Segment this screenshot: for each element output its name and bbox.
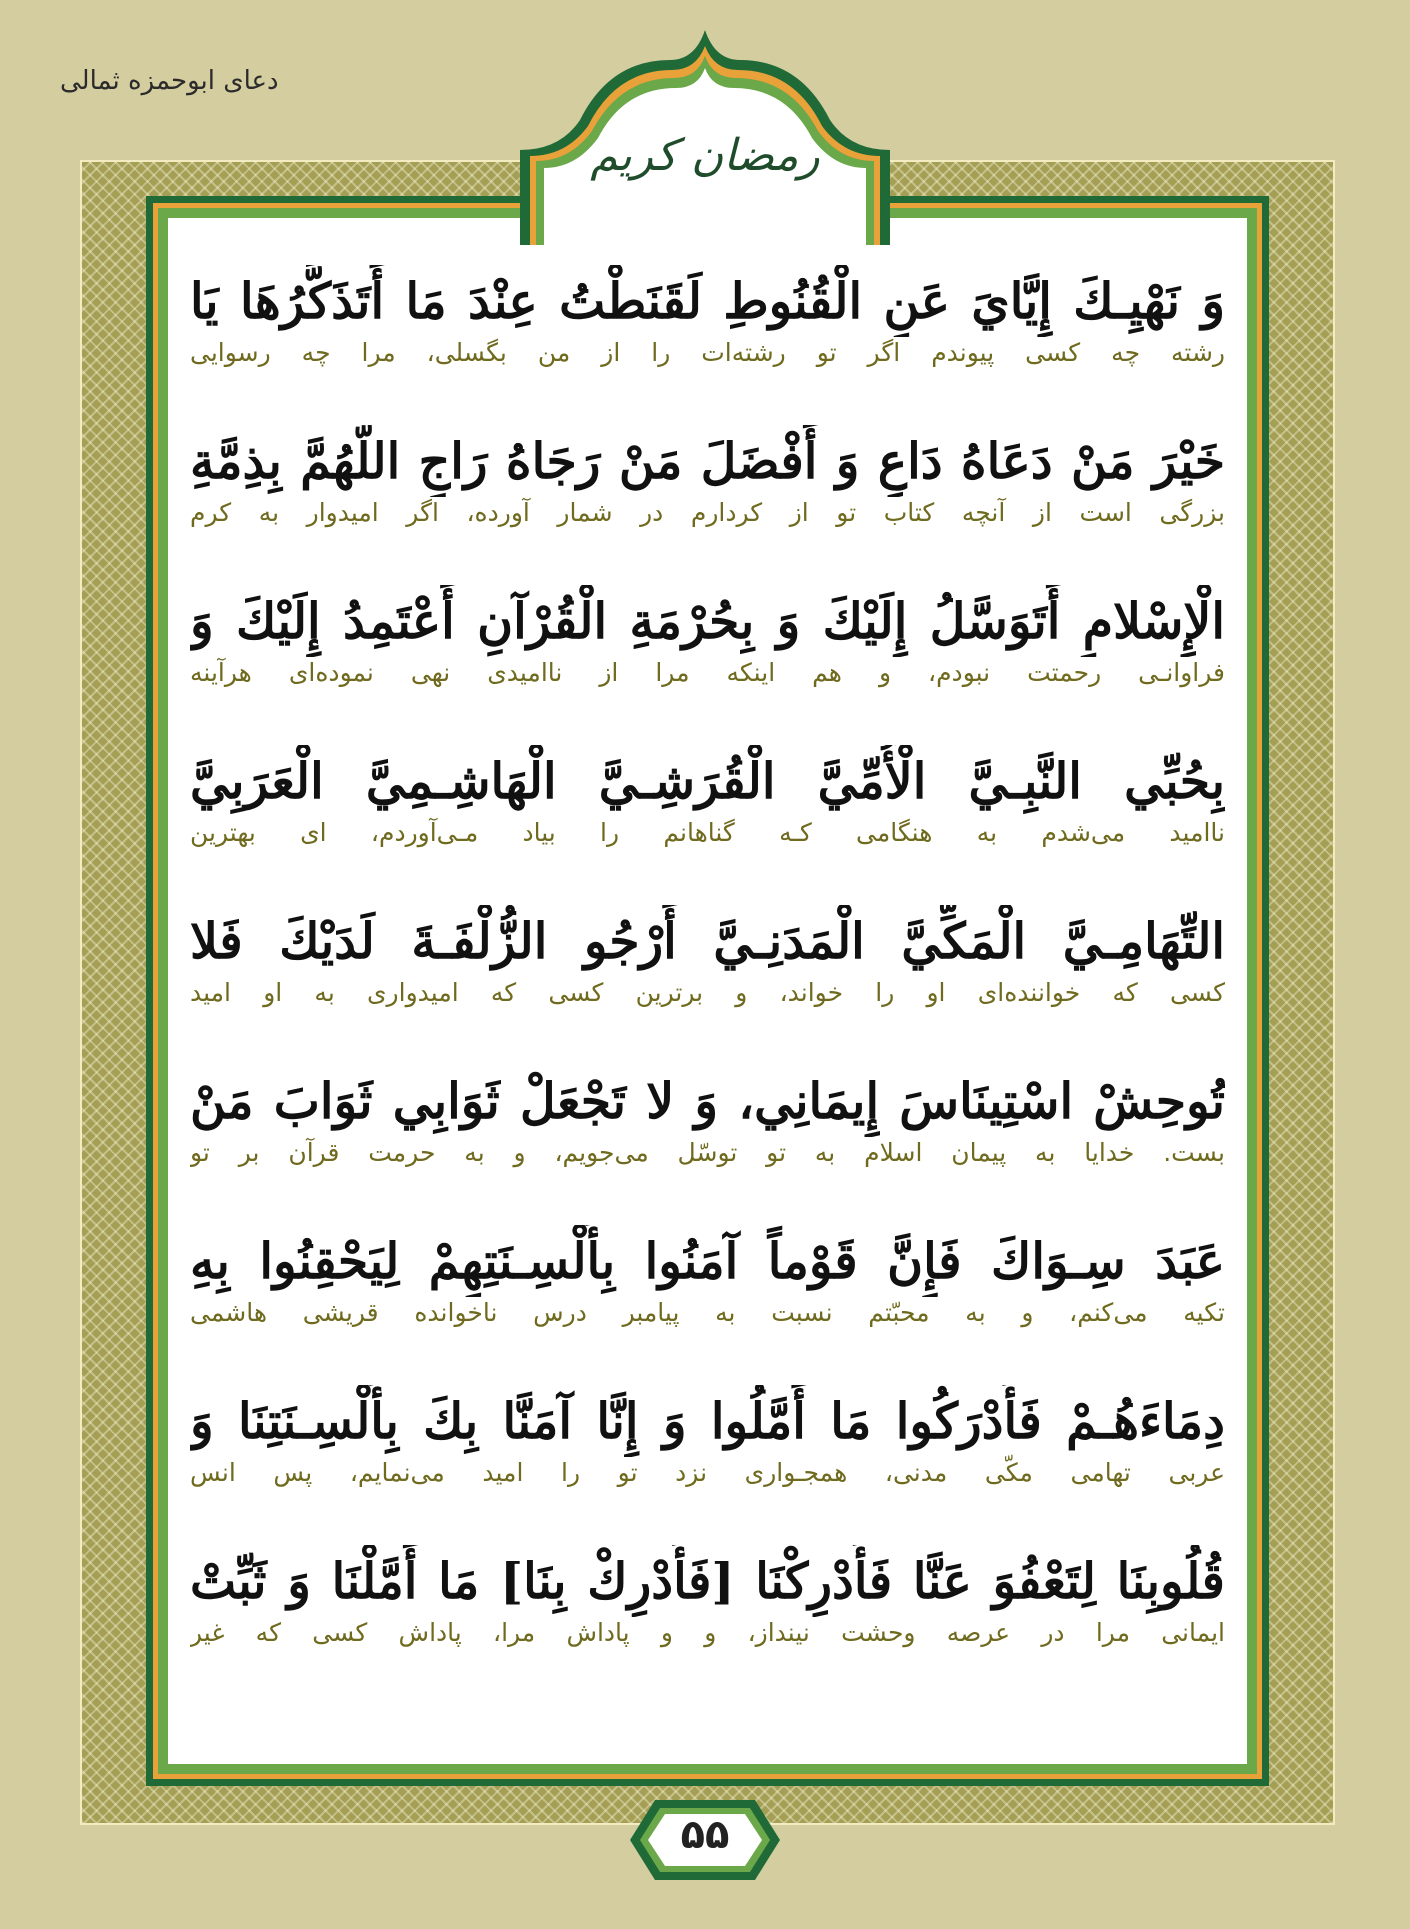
verse-line — [190, 1545, 1225, 1705]
arabic-text: بِحُبِّي النَّبِـيَّ الْأُمِّيَّ الْقُرَشِـيَّ الْهَاشِـمِيَّ الْعَرَبِيَّ — [190, 752, 1225, 810]
arabic-text: قُلُوبِنَا لِتَعْفُوَ عَنَّا فَأَدْرِكْنَا [فَأَدْرِكْ بِنَا] مَا أَمَّلْنَا وَ ثَبِّتْ — [190, 1552, 1225, 1610]
arabic-text: تُوحِشْ اسْتِينَاسَ إِيمَانِي، وَ لا تَجْعَلْ ثَوَابِي ثَوَابَ مَنْ — [190, 1072, 1225, 1130]
ramadan-kareem-calligraphy: رمضان کریم — [590, 130, 820, 181]
verse-line — [190, 265, 1225, 425]
verse-line — [190, 1385, 1225, 1545]
verse-line — [190, 425, 1225, 585]
arabic-text: الْإِسْلامِ أَتَوَسَّلُ إِلَيْكَ وَ بِحُرْمَةِ الْقُرْآنِ أَعْتَمِدُ إِلَيْكَ وَ — [190, 592, 1225, 650]
persian-translation: عربی تهامی مکّی مدنی، همجـواری نزد تو را امید می‌نمایم، پس انس — [190, 1458, 1225, 1487]
persian-translation: ناامید می‌شدم به هنگامی کـه گناهانم را بیاد مـی‌آوردم، ای بهترین — [190, 818, 1225, 847]
arabic-text: التِّهَامِـيَّ الْمَكِّيَّ الْمَدَنِـيَّ أَرْجُو الزُّلْفَـةَ لَدَيْكَ فَلا — [190, 912, 1225, 970]
arabic-text: عَبَدَ سِـوَاكَ فَإِنَّ قَوْماً آمَنُوا بِأَلْسِـنَتِهِمْ لِيَحْقِنُوا بِهِ — [190, 1232, 1225, 1290]
persian-translation: فراوانـی رحمتت نبودم، و هم اینکه مرا از ناامیدی نهی نموده‌ای هرآینه — [190, 658, 1225, 687]
page-number: ۵۵ — [680, 1812, 730, 1858]
persian-translation: ایمانی مرا در عرصه وحشت نینداز، و و پاداش مرا، پاداش کسی که غیر — [190, 1618, 1225, 1647]
persian-translation: بست. خدایا به پیمان اسلام به تو توسّل می‌جویم، و به حرمت قرآن بر تو — [190, 1138, 1225, 1167]
persian-translation: بزرگی است از آنچه کتاب تو از کردارم در شمار آورده، اگر امیدوار به کرم — [190, 498, 1225, 527]
verse-line — [190, 745, 1225, 905]
arabic-text: خَيْرَ مَنْ دَعَاهُ دَاعٍ وَ أَفْضَلَ مَنْ رَجَاهُ رَاجٍ اللَّهُمَّ بِذِمَّةِ — [190, 432, 1225, 490]
verse-line — [190, 585, 1225, 745]
verse-line — [190, 905, 1225, 1065]
arabic-text: وَ نَهْيِـكَ إِيَّايَ عَنِ الْقُنُوطِ لَقَنَطْتُ عِنْدَ مَا أَتَذَكَّرُهَا يَا — [190, 272, 1225, 330]
verse-line — [190, 1065, 1225, 1225]
verse-line — [190, 1225, 1225, 1385]
persian-translation: رشته چه کسی پیوندم اگر تو رشته‌ات را از من بگسلی، مرا چه رسوایی — [190, 338, 1225, 367]
persian-translation: کسی که خواننده‌ای او را خواند، و برترین کسی که امیدواری به او امید — [190, 978, 1225, 1007]
prayer-text — [190, 265, 1225, 1705]
book-title: دعای ابوحمزه ثمالی — [60, 66, 279, 96]
persian-translation: تکیه می‌کنم، و به محبّتم نسبت به پیامبر درس ناخوانده قریشی هاشمی — [190, 1298, 1225, 1327]
arabic-text: دِمَاءَهُـمْ فَأَدْرَكُوا مَا أَمَّلُوا وَ إِنَّا آمَنَّا بِكَ بِأَلْسِـنَتِنَا وَ — [190, 1392, 1225, 1450]
